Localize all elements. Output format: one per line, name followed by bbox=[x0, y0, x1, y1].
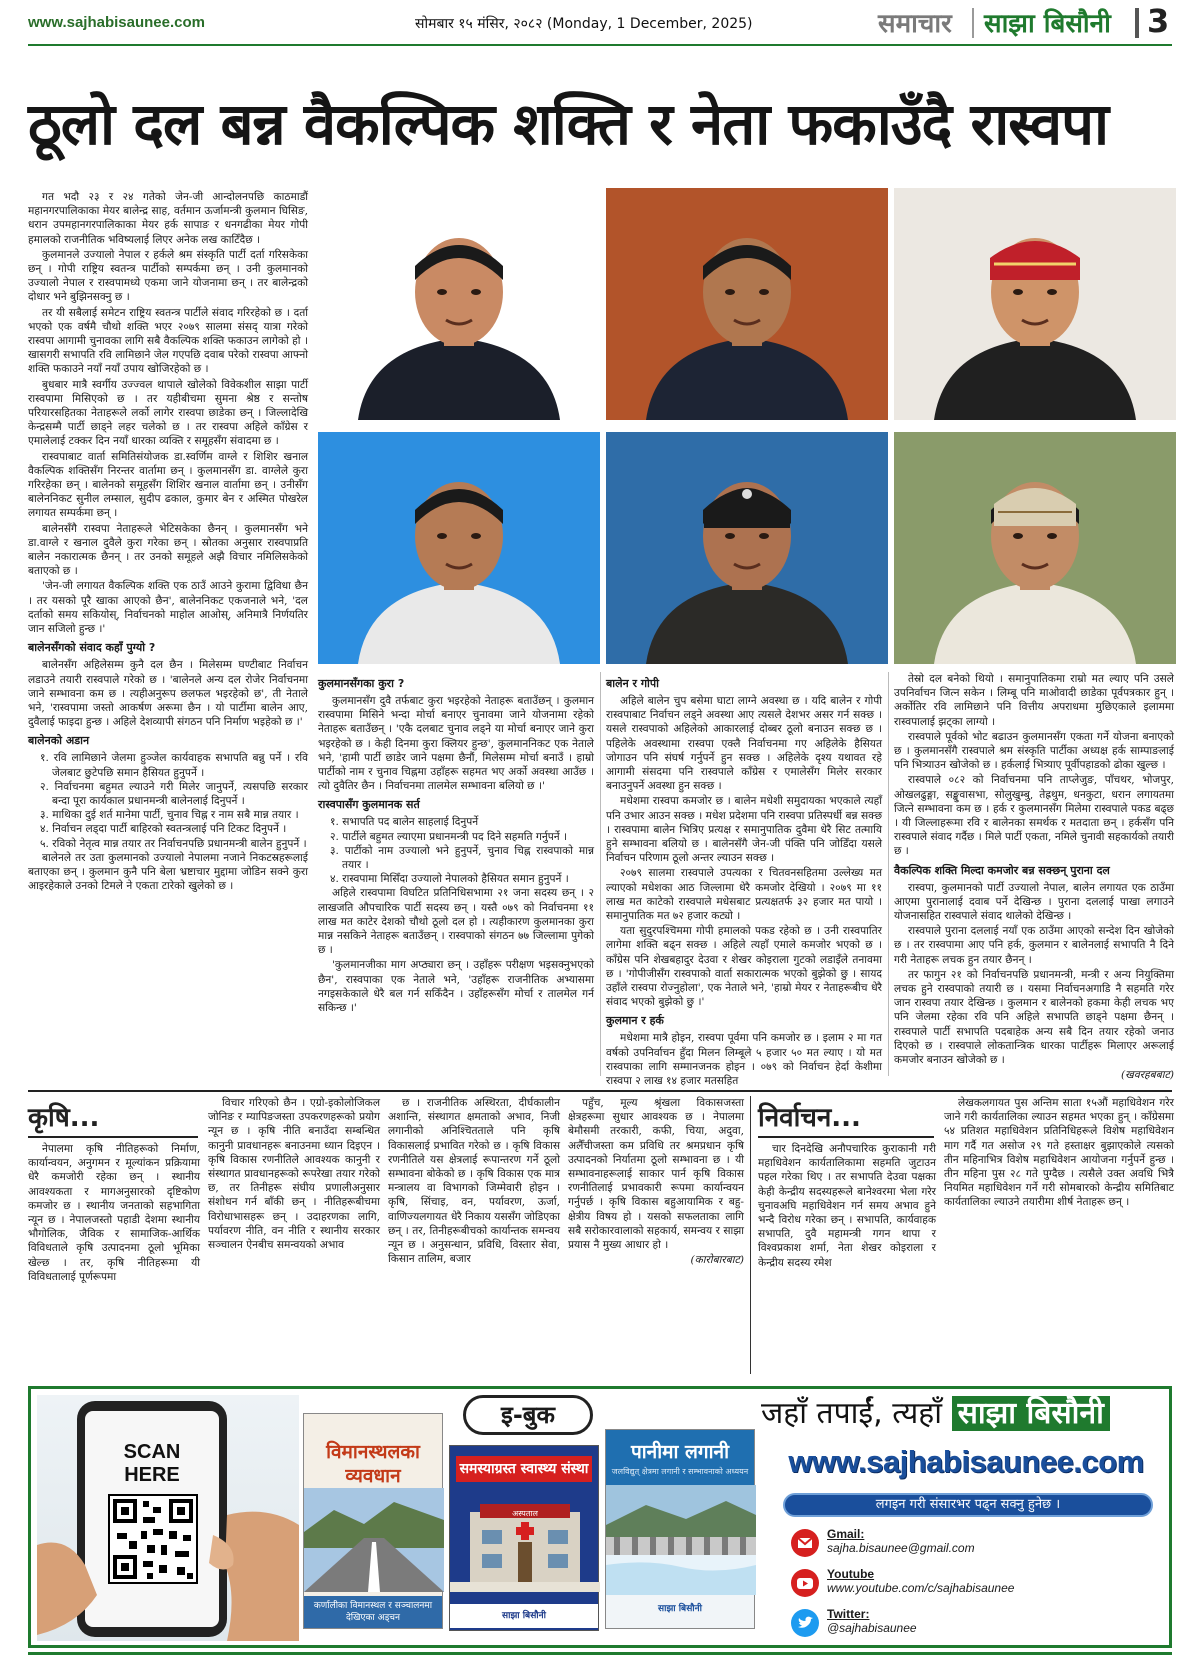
subhead-old-parties: वैकल्पिक शक्ति मिल्दा कमजोर बन्न सक्छन् पुराना दल bbox=[894, 863, 1110, 877]
paragraph: २०७९ सालमा रास्वपाले उपत्यका र चितवनसहितमा उल्लेख्य मत ल्याएको मधेशका आठ जिल्लामा धेरै कमजोर देखियो । २०७९ मा ११ लाख मत काटेको रास्वपाले मधेसबाट प्रत्यक्षतर्फ ३२ हजार मत पायो । समानुपातिक मत ७२ हजार कट्यो । bbox=[606, 867, 882, 923]
paragraph: अहिले बालेन चुप बसेमा घाटा लाग्ने अवस्था छ । यदि बालेन र गोपी रास्वपाबाट निर्वाचन लड्ने अवस्था आए त्यसले देशभर असर गर्न सक्छ । यसले रास्वपाको अहिलेको आकारलाई दोब्बर ठूलो बनाउन सक्छ छ । पहिलेके अवस्थामा रास्वपा एक्लै निर्वाचनमा गए अहिलेके हैसियत जोगाउन पनि संघर्ष गर्नुपर्ने हुन सक्छ । अहिलेके दृश्य यथावत रहे आगामी संसदमा पनि रास्वपाले काँग्रेस र एमालेसँग मिलेर सरकार बनाउनुपर्ने अवस्था हुन सक्छ । bbox=[606, 695, 882, 793]
subhead-balen-dialogue: बालेनसँगको संवाद कहाँ पुग्यो ? bbox=[28, 641, 156, 655]
hospital-sign: अस्पताल bbox=[512, 1509, 538, 1518]
paragraph: 'कुलमानजीका माग अप्ठ्यारा छन् । उहाँहरू परीक्षण भइसक्नुभएको छैन', रास्वपाका एक नेताले भने, 'उहाँहरू राजनीतिक अभ्यासमा नगइसकेकाले धेरै बल गर्न सकिँदैन । उहाँहरूसँग मोर्चा र तालमेल गर्न सकिन्छ ।' bbox=[318, 959, 594, 1015]
gmail-icon[interactable] bbox=[791, 1529, 819, 1557]
col4-paragraphs bbox=[894, 672, 1174, 859]
list-item: १. रवि लामिछाने जेलमा हुञ्जेल कार्यवाहक सभापति बन्नु पर्ने । रवि जेलबाट छुटेपछि समान हैसियत हुनुपर्ने । bbox=[40, 752, 308, 779]
site-url: www.sajhabisaunee.com bbox=[28, 14, 206, 31]
paragraph: कुलमानले उज्यालो नेपाल र हर्कले श्रम संस्कृति पार्टी दर्ता गरिसकेका छन् । गोपी राष्ट्रिय स्वतन्त्र पार्टीको सम्पर्कमा छन् । उनी कुलमानको उज्यालो नेपाल र रास्वपामध्ये एकमा जाने योजनामा छन् । तर बालेन्द्रको दोधार भने बुझिनसक्नु छ । bbox=[28, 248, 308, 304]
book3-subtitle: जलविद्युत् क्षेत्रमा लगानी र सम्भावनाको अध्ययन bbox=[606, 1466, 754, 1485]
kulman-conditions-list bbox=[318, 815, 594, 886]
photo-leader-1 bbox=[318, 188, 600, 420]
list-item: २. निर्वाचनमा बहुमत ल्याउने गरी मिलेर जानुपर्ने, त्यसपछि सरकार बन्दा पूरा कार्यकाल प्रधानमन्त्री बालेनलाई दिनुपर्ने । bbox=[40, 780, 308, 807]
article-column-1 bbox=[28, 190, 308, 1076]
section-rule bbox=[28, 1090, 1172, 1092]
photo-leader-3 bbox=[894, 188, 1176, 420]
ebook-cover-3[interactable] bbox=[605, 1429, 755, 1629]
list-item: ५. रविको नेतृत्व मान्न तयार तर निर्वाचनपछि प्रधानमन्त्री बालेन हुनुपर्ने । bbox=[40, 837, 307, 850]
subhead-balen-gopi: बालेन र गोपी bbox=[606, 677, 659, 690]
nirvachan-title-rule bbox=[758, 1136, 934, 1138]
contact-list bbox=[791, 1529, 1161, 1647]
photo-leader-2 bbox=[606, 188, 888, 420]
col3-paragraphs bbox=[606, 694, 882, 1009]
nirvachan-col-1 bbox=[758, 1142, 936, 1374]
paragraph: रास्वपाले ०८२ को निर्वाचनमा पनि ताप्लेजुङ, पाँचथर, भोजपुर, ओखलढुङ्गा, सङ्खुवासभा, सोलुखुम्बु, तेह्रथुम, धनकुटा, धरान लगायतमा जित्ने सम्भावना कम छ । हर्क र कुलमानसँग मिलेमा रास्वपाले पकड बढ्छ । यी जिल्लाहरूमा रवि र बालेनका समर्थक र मतदाता छन् । हर्कसँग पनि रास्वपाले संवाद गर्दैछ । मिले पार्टी एकता, नमिले चुनावी सहकार्यको तयारी छ । bbox=[894, 774, 1174, 858]
gmail-label: Gmail: bbox=[827, 1527, 865, 1541]
krishi-col-1 bbox=[28, 1142, 200, 1374]
twitter-handle[interactable]: @sajhabisaunee bbox=[827, 1621, 917, 1635]
book1-title: विमानस्थलका व्यवधान bbox=[326, 1441, 420, 1487]
paragraph: बालेनसँग अहिलेसम्म कुनै दल छैन । मिलेसम्म घण्टीबाट निर्वाचन लडाउने तयारी रास्वपाले गरेको छ । 'बालेनले अन्य दल रोजेर निर्वाचनमा जाने सम्भावना कम छ । त्यहीअनुरूप छलफल भइरहेको छ', ती नेताले भने, 'रास्वपामा जस्तो आकर्षण अरूमा छैन । यो पार्टीमा बालेन आए, दुवैलाई फाइदा हुन्छ । अहिले देशव्यापी संगठन पनि निर्माण भइहेको छ ।' bbox=[28, 659, 308, 729]
ebook-ad-banner[interactable] bbox=[28, 1386, 1172, 1648]
page-number: 3 bbox=[1147, 2, 1170, 40]
youtube-label: Youtube bbox=[827, 1567, 875, 1581]
paragraph: रास्वपाबाट वार्ता समितिसंयोजक डा.स्वर्णिम वाग्ले र शिशिर खनाल वैकल्पिक शक्तिसँग निरन्तर वार्तामा छन् । कुलमानसँग डा. वाग्लेले कुरा गरिरहेका छन् । बालेनको समूहसँग शिशिर खनाल वार्तामा छन् । उनीसँग बालेननिकट सुनील लम्साल, सुदीप ढकाल, कुमार बेन र अस्मित पोखरेल लगायत सम्पर्कमा छन् । bbox=[28, 450, 308, 520]
youtube-url[interactable]: www.youtube.com/c/sajhabisaunee bbox=[827, 1581, 1015, 1595]
ebook-cover-1[interactable] bbox=[303, 1413, 443, 1629]
paragraph: गत भदौ २३ र २४ गतेको जेन-जी आन्दोलनपछि काठमाडौं महानगरपालिकाका मेयर बालेन्द्र साह, वर्तमान ऊर्जामन्त्री कुलमान घिसिङ, धरान उपमहानगरपालिकाका मेयर हर्क सापाङ र धनगढीका मेयर गोपी हमालको राजनीतिक भविष्यलाई लिएर अनेक लख काटिँदैछ । bbox=[28, 191, 308, 246]
header-divider bbox=[972, 8, 974, 38]
subhead-balen-stance: बालेनको अडान bbox=[28, 734, 90, 748]
paragraph: बुधबार मात्रै स्वर्गीय उज्ज्वल थापाले खोलेको विवेकशील साझा पार्टी रास्वपामा मिसिएको छ । तर यहीबीचमा सुमना श्रेष्ठ र सन्तोष परियारसहितका नेताहरूले लर्को लागेर रास्वपा छाडेका छन् । जिल्लादेखि केन्द्रसम्मै पार्टी छाड्ने लहर चलेको छ । तर रास्वपा अहिले काँग्रेस र एमालेलाई टक्कर दिन नयाँ धारका व्यक्ति र समूहसँग संवादमा छ । bbox=[28, 378, 308, 448]
dam-image bbox=[606, 1485, 756, 1595]
col2-paragraphs-2 bbox=[318, 886, 594, 1015]
ebook-label: इ-बुक bbox=[463, 1395, 593, 1435]
header-rule bbox=[28, 44, 1172, 46]
headline: ठूलो दल बन्न वैकल्पिक शक्ति र नेता फकाउँदै रास्वपा bbox=[28, 90, 1109, 158]
book1-subtitle: कर्णालीका विमानस्थल र सञ्चालनमा देखिएका अड्चन bbox=[304, 1596, 442, 1628]
gmail-address[interactable]: sajha.bisaunee@gmail.com bbox=[827, 1541, 975, 1555]
section-label: समाचार bbox=[878, 9, 952, 39]
paragraph: बालेनसँगै रास्वपा नेताहरूले भेटिसकेका छैनन् । कुलमानसँग भने डा.वाग्ले र खनाल दुवैले कुरा गरेका छन् । स्रोतका अनुसार रास्वपाप्रति बालेन नकारात्मक छैनन् । तर उनको समूहले अझै विचार नमिलिसकेको बताएको छ । bbox=[28, 522, 308, 578]
tagline-brand: साझा बिसौनी bbox=[952, 1396, 1110, 1431]
article-credit: (खवरहबबाट) bbox=[1121, 1069, 1174, 1082]
krishi-col-3 bbox=[388, 1096, 560, 1374]
youtube-icon[interactable] bbox=[791, 1569, 819, 1597]
photo-leader-4 bbox=[318, 432, 600, 664]
krishi-credit: (कारोबारबाट) bbox=[690, 1254, 744, 1267]
photo-leader-6 bbox=[894, 432, 1176, 664]
col1-paragraphs bbox=[28, 190, 308, 636]
col4-paragraphs-2 bbox=[894, 881, 1174, 1068]
column-separator bbox=[888, 672, 889, 1076]
book2-title: समस्याग्रस्त स्वास्थ्य संस्था bbox=[456, 1456, 592, 1482]
photo-leader-5 bbox=[606, 432, 888, 664]
col2-paragraphs bbox=[318, 694, 594, 793]
col1-sub1-paragraphs bbox=[28, 658, 308, 729]
tagline-prefix: जहाँ तपाईं, त्यहाँ bbox=[761, 1396, 943, 1431]
phone-hand-illustration bbox=[37, 1395, 299, 1641]
krishi-text-1: नेपालमा कृषि नीतिहरूको निर्माण, कार्यान्वयन, अनुगमन र मूल्यांकन प्रक्रियामा धेरै कमजोरी रहेका छन् । स्थानीय आवश्यकता र मागअनुसारको दृष्टिकोण कमजोर छ । स्थानीय जनताको सहभागिता न्यून छ । नेपालजस्तो पहाडी देशमा स्थानीय भौगोलिक, जैविक र सामाजिक-आर्थिक विविधताले कृषि उत्पादनमा ठूलो भूमिका खेल्छ । तर, कृषि नीतिहरूमा यी विविधतालाई पूर्णरूपमा bbox=[28, 1143, 200, 1283]
book2-publisher: साझा बिसौनी bbox=[450, 1604, 598, 1628]
paragraph: मधेशमा रास्वपा कमजोर छ । बालेन मधेशी समुदायका भएकाले त्यहाँ पनि उभार आउन सक्छ । मधेश प्रदेशमा पनि रास्वपा प्रतिस्पर्धी बन्न सक्छ । रास्वपामा बालेन भित्रिए प्रत्यक्ष र समानुपातिक दुवैमा धेरै सिट तत्मायि हुने सम्भावना बलियो छ । बालेनसँगै जेन-जी पंक्ति पनि जोडिँदा यसले निर्वाचन परिणाम ठूलो अन्तर ल्याउन सक्छ । bbox=[606, 795, 882, 865]
website-link[interactable]: www.sajhabisaunee.com bbox=[788, 1444, 1144, 1479]
paragraph: कुलमानसँग दुवै तर्फबाट कुरा भइरहेको नेताहरू बताउँछन् । कुलमान रास्वपामा मिसिने भन्दा मोर्चा बनाएर चुनावमा जाने योजनामा रहेको नेताहरू बताउँछन् । 'एकै दलबाट चुनाव लड्ने या मोर्चा बनाएर जाने कुरा भइरहेको छ । केही दिनमा कुरा क्लियर हुन्छ', कुलमाननिकट एक नेताले भने, 'हामी पार्टी छाडेर जाने पक्षमा छैनौं, मिलेसम्म मोर्चा बनाउँ । हाम्रो पार्टीको नाम र चुनाव चिह्नमा उहाँहरू सहमत भए अर्को अवस्था आउँछ । त्यो दुवैतिर छैन । निर्वाचनमा तालमेल सम्भावना बलियो छ ।' bbox=[318, 695, 594, 793]
list-item: ३. पार्टीको नाम उज्यालो भने हुनुपर्ने, चुनाव चिह्न रास्वपाको मान्न तयार । bbox=[330, 844, 594, 872]
krishi-text-2: विचार गरिएको छैन । एग्रो-इकोलोजिकल जोनिङ र म्यापिङजस्ता उपकरणहरूको प्रयोग न्यून छ । कृषि नीति बनाउँदा सम्बन्धित कानुनी प्रावधानहरू बनाउनमा ध्यान दिइएन । कृषि विकास रणनीतिले आवश्यक कानुनी र संस्थागत प्रावधानहरूको रूपरेखा तयार गरेको छ, तर तिनीहरू संघीय प्रणालीअनुसार संशोधन गर्न बाँकी छन् । नीतिहरूबीचमा विरोधाभासहरू छन् । उदाहरणका लागि, पर्यावरण नीति, वन नीति र स्थानीय सरकार सञ्चालन ऐनबीच समन्वयको अभाव bbox=[208, 1097, 380, 1252]
col1-closing: बालेनले तर उता कुलमानको उज्यालो नेपालमा नजाने निकटस्रहरूलाई बताएका छन् । कुलमान कुनै पनि बेला भ्रष्टाचार मुद्दामा जोडिन सक्ने कुरा आइरहेकाले उनको टिमले ने एकता टारेको खुलेको छ । bbox=[28, 851, 308, 893]
hospital-image bbox=[450, 1482, 600, 1592]
article-column-4 bbox=[894, 672, 1174, 1082]
paragraph: 'जेन-जी लगायत वैकल्पिक शक्ति एक ठाउँ आउने कुरामा द्विविधा छैन । तर यसको पूरै खाका आएको छैन', बालेननिकट एकजनाले भने, 'दल दर्ताको समय सकियोस्, निर्वाचनको माहोल आओस्, अनिमात्रै निर्णयतिर जान सजिलो हुन्छ ।' bbox=[28, 580, 308, 636]
paragraph: रास्वपाले पुराना दललाई नयाँ एक ठाउँमा आएको सन्देश दिन खोजेको छ । तर रास्वपामा आए पनि हर्क, कुलमान र बालेनलाई सभापति नै दिने गरी नेताहरू लचक हुन तयार छैनन् । bbox=[894, 925, 1174, 966]
book3-title: पानीमा लगानी bbox=[606, 1430, 754, 1466]
list-item: १. सभापति पद बालेन साहलाई दिनुपर्ने bbox=[330, 816, 479, 829]
qr-phone-panel[interactable] bbox=[37, 1395, 299, 1641]
nirvachan-text-2: लेखकलगायत पुस अन्तिम साता १५औं महाधिवेशन गरेर जाने गरी कार्यतालिका ल्याउन सहमत भएका हुन् । काँग्रेसमा ५४ प्रतिशत महाधिवेशन प्रतिनिधिहरूले विशेष महाधिवेशन माग गर्दै गत असोज २९ गते हस्ताक्षर बुझाएकोले त्यसको तीन महिनाभित्र विशेष महाधिवेशन आयोजना गर्नुपर्ने हुन्छ । तीन महिना पुस २८ गते पुग्दैछ । त्यसैले उक्त अवधि भित्रै नियमित महाधिवेशन गर्ने गरी सोमबारको केन्द्रीय समितिबाट कार्यतालिका ल्याउने तयारीमा शीर्ष नेताहरू छन् । bbox=[944, 1097, 1174, 1209]
krishi-col-4 bbox=[568, 1096, 744, 1374]
masthead-brand: साझा बिसौनी bbox=[984, 9, 1111, 39]
paragraph: रास्वपाले पूर्वको भोट बढाउन कुलमानसँग एकता गर्ने योजना बनाएको छ । कुलमानसँगै रास्वपाले श्रम संस्कृति पार्टीका अध्यक्ष हर्क साम्पाङलाई पनि भित्र्याउन खोजेको छ । हर्कलाई भित्र्याए पूर्वीपहाडको ढोका खुल्छ । bbox=[894, 730, 1174, 772]
article-column-2 bbox=[318, 672, 594, 1076]
column-separator bbox=[600, 672, 601, 1076]
paragraph: तर फागुन २१ को निर्वाचनपछि प्रधानमन्त्री, मन्त्री र अन्य नियुक्तिमा लचक हुने रास्वपाको तयारी छ । यसमा निर्वाचनअगाडि नै सहमति गरेर जान रास्वपा तयार देखिन्छ । कुलमान र बालेनको हकमा केही लचक भए पनि जेलमा रहेका रवि पनि अहिले सभापति छाड्ने पक्षमा छैनन् । रास्वपाले पार्टी सभापति पदबाहेक अन्य सबै दिन तयार रहेको जनाउ दिएको छ । रास्वपाले लोकतान्त्रिक धारका पार्टीहरू मिलाएर अरूलाई कमजोर बनाउन खोजेको छ । bbox=[894, 968, 1174, 1067]
paragraph: यता सुदुरपश्चिममा गोपी हमालको पकड रहेको छ । उनी रास्वपातिर लागेमा शक्ति बढ्न सक्छ । अहिले त्यहाँ एमाले कमजोर भएको छ । काँग्रेस पनि शेखबहादुर देउवा र शेखर कोइराला गुटको लडाइँले तनावमा छ । 'गोपीजीसँग रास्वपाको वार्ता सकारात्मक भएको बुझेको छु । सायद उहाँले रास्वपा रोज्नुहोला', एक नेताले भने, 'हाम्रो मेयर र नेताहरूबीच धेरै संवाद भएको बुझेको छु ।' bbox=[606, 925, 882, 1009]
twitter-label: Twitter: bbox=[827, 1607, 870, 1621]
article-column-3 bbox=[606, 672, 882, 1088]
login-note: लगइन गरी संसारभर पढ्न सक्नु हुनेछ । bbox=[783, 1493, 1153, 1517]
scan-here-text: SCAN HERE bbox=[123, 1441, 181, 1486]
issue-date: सोमबार १५ मंसिर, २०८२ (Monday, 1 December, 2025) bbox=[415, 16, 753, 32]
header-divider-2 bbox=[1135, 8, 1139, 38]
krishi-title-rule bbox=[28, 1136, 198, 1138]
list-item: ३. माथिका दुई शर्त मानेमा पार्टी, चुनाव चिह्न र नाम सबै मान्न तयार । bbox=[40, 809, 299, 822]
ebook-cover-2[interactable] bbox=[449, 1445, 599, 1631]
krishi-text-4: पहुँच, मूल्य श्रृंखला विकासजस्ता क्षेत्रहरूमा सुधार आवश्यक छ । नेपालमा बेमौसमी तरकारी, कफी, चिया, अदुवा, अलैँचीजस्ता कम प्रविधि तर श्रमप्रधान कृषि उत्पादनको निर्यातमा ठूलो सम्भावना छ । यी सम्भावनाहरूलाई साकार पार्न कृषि विकास रणनीतिलाई प्रभावकारी रूपमा कार्यान्वयन गर्नुपर्छ । कृषि विकास बहुआयामिक र बहु-क्षेत्रीय विषय हो । यसको सफलताका लागि सबै सरोकारवालाको सहकार्य, समन्वय र साझा प्रयास नै मुख्य आधार हो । bbox=[568, 1097, 744, 1252]
krishi-title: कृषि... bbox=[28, 1103, 100, 1133]
paragraph: तर यी सबैलाई समेटन राष्ट्रिय स्वतन्त्र पार्टीले संवाद गरिरहेको छ । दर्ता भएको एक वर्षमै चौथो शक्ति भएर २०७९ सालमा संसद् यात्रा गरेको रास्वपा आगामी चुनावका लागि सबै वैकल्पिक शक्ति फकाउन लागेको हो । खासगरी सभापति रवि लामिछाने जेल गएपछि दवाब परेको रास्वपा आफ्नो शक्ति फकाउने नयाँ नयाँ उपाय खोजिरहेको छ । bbox=[28, 306, 308, 376]
krishi-col-2 bbox=[208, 1096, 380, 1374]
paragraph: अहिले रास्वपामा विघटित प्रतिनिधिसभामा २१ जना सदस्य छन् । २ लाखजति औपचारिक पार्टी सदस्य छन् । यस्तै ०७९ को निर्वाचनमा ११ लाख मत काटेर देशको चौथो ठूलो दल हो । त्यहीकारण कुलमानका कुरा मान्न नसकिने नेताहरू बताउँछन् । रास्वपाको संगठन ७७ जिल्लामा पुगेको छ । bbox=[318, 887, 594, 957]
section-separator bbox=[750, 1096, 751, 1374]
runway-image bbox=[304, 1488, 444, 1592]
krishi-text-3: छ । राजनीतिक अस्थिरता, दीर्घकालीन अशान्ति, संस्थागत क्षमताको अभाव, निजी लगानीको अनिश्चितताले पनि कृषि विकासलाई प्रभावित गरेको छ । कृषि विकास रणनीतिले यस क्षेत्रलाई रूपान्तरण गर्ने ठूलो सम्भावना बोकेको छ । कृषि विकास एक मात्र मन्त्रालय वा विभागको जिम्मेवारी होइन । कृषि, सिंचाइ, वन, पर्यावरण, ऊर्जा, वाणिज्यलगायत धेरै निकाय यससँग जोडिएका छन् । तर, तिनीहरूबीचको कार्यान्तक समन्वय न्यून छ । अनुसन्धान, प्रविधि, विस्तार सेवा, किसान तालिम, बजार bbox=[388, 1097, 560, 1266]
subhead-kulman-harka: कुलमान र हर्क bbox=[606, 1014, 664, 1028]
list-item: ४. रास्वपामा मिसिँदा उज्यालो नेपालको हैसियत समान हुनुपर्ने । bbox=[330, 873, 569, 886]
list-item: ४. निर्वाचन लड्दा पार्टी बाहिरको स्वतन्त्रलाई पनि टिकट दिनुपर्ने । bbox=[40, 823, 287, 836]
nirvachan-title: निर्वाचन... bbox=[758, 1103, 861, 1133]
tagline bbox=[761, 1391, 1167, 1431]
paragraph: रास्वपा, कुलमानको पार्टी उज्यालो नेपाल, बालेन लगायत एक ठाउँमा आएमा पुरानालाई दवाब पर्ने देखिन्छ । पुराना दललाई पाखा लगाउने योजनासहित रास्वपाले संवाद थालेको देखिन्छ । bbox=[894, 881, 1174, 923]
twitter-icon[interactable] bbox=[791, 1609, 819, 1637]
leaders-photo-grid bbox=[318, 188, 1176, 664]
book3-publisher: साझा बिसौनी bbox=[658, 1604, 702, 1614]
list-item: २. पार्टीले बहुमत ल्याएमा प्रधानमन्त्री पद दिने सहमति गर्नुपर्ने । bbox=[330, 830, 568, 843]
balen-conditions-list bbox=[28, 751, 308, 850]
footer-rule bbox=[28, 1652, 1172, 1655]
nirvachan-col-2 bbox=[944, 1096, 1174, 1374]
nirvachan-text-1: चार दिनदेखि अनौपचारिक कुराकानी गरी महाधिवेशन कार्यतालिकामा सहमति जुटाउन पहल गरेका थिए । तर सभापति देउवा पक्षका केही केन्द्रीय सदस्यहरूले बानेश्वरमा भेला गरेर चुनावअघि महाधिवेशन गर्न समय अभाव हुने भन्दै विरोध गरेका छन् । सभापति, कार्यवाहक सभापति, दुवै महामन्त्री गगन थापा र विश्वप्रकाश शर्मा, नेता शेखर कोइराला र केन्द्रीय सदस्य रमेश bbox=[758, 1143, 936, 1269]
paragraph: तेस्रो दल बनेको थियो । समानुपातिकमा राम्रो मत ल्याए पनि उसले उपनिर्वाचन जित्न सकेन । लिम्बू पनि माओवादी छाडेका पूर्वपत्रकार हुन् । अर्कोतिर रवि लामिछाने पनि वित्तीय अपराधमा मुछिएकाले इलाममा रास्वपालाई झट्का लाग्यो । bbox=[894, 673, 1174, 728]
col3-paragraphs-2 bbox=[606, 1031, 882, 1088]
paragraph: मधेशमा मात्रै होइन, रास्वपा पूर्वमा पनि कमजोर छ । इलाम २ मा गत वर्षको उपनिर्वाचन हुँदा मिलन लिम्बूले ५ हजार ५० मत ल्याए । यो मत रास्वपाका लागि सम्मानजनक होइन । ०७९ को निर्वाचन हेर्दा केशीमा रास्वपा २ लाख १४ हजार मतसहित bbox=[606, 1032, 882, 1088]
subhead-kulman-talks: कुलमानसँगका कुरा ? bbox=[318, 677, 405, 690]
subhead-kulman-conditions: रास्वपासँग कुलमानक सर्त bbox=[318, 798, 420, 812]
